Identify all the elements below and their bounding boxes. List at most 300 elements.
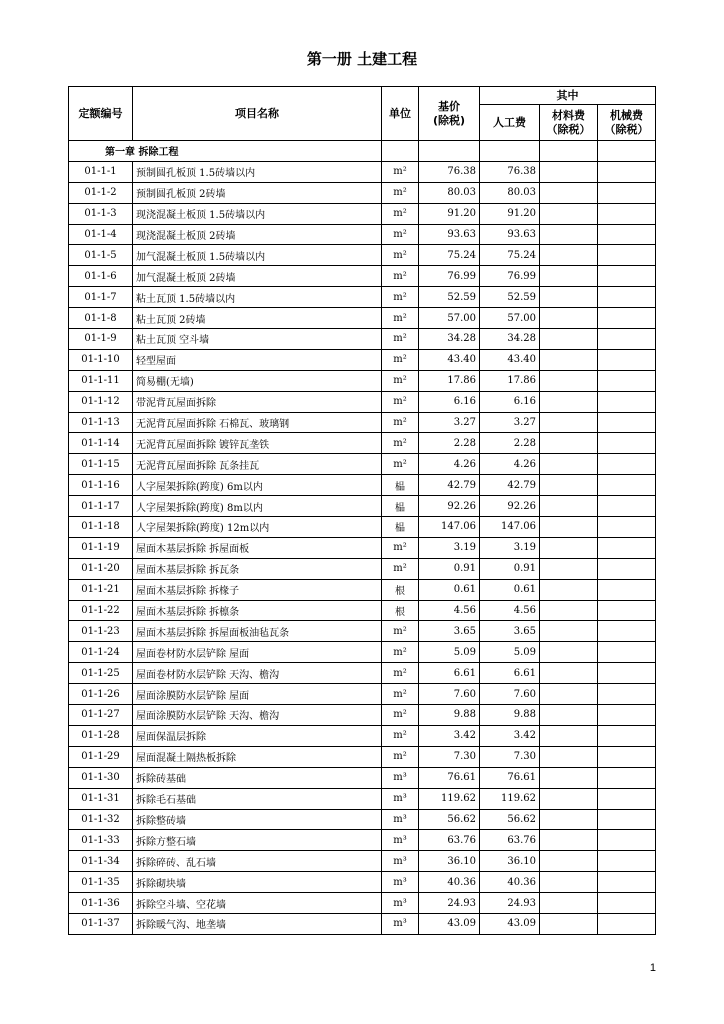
cell-base-price: 43.09 xyxy=(419,913,480,934)
cell-base-price: 91.20 xyxy=(419,203,480,224)
table-row xyxy=(69,767,656,788)
cell-name: 带泥背瓦屋面拆除 xyxy=(133,391,382,412)
cell-machine xyxy=(598,161,656,182)
cell-unit: m² xyxy=(382,642,419,663)
cell-machine xyxy=(598,642,656,663)
cell-code: 01-1-18 xyxy=(69,517,133,538)
cell-material xyxy=(540,496,598,517)
cell-machine xyxy=(598,287,656,308)
cell-unit: m² xyxy=(382,454,419,475)
cell-unit: 榀 xyxy=(382,475,419,496)
cell-machine xyxy=(598,872,656,893)
table-row xyxy=(69,725,656,746)
table-row xyxy=(69,788,656,809)
cell-material xyxy=(540,245,598,266)
cell-unit: m² xyxy=(382,391,419,412)
cell-material xyxy=(540,287,598,308)
cell-material xyxy=(540,684,598,705)
table-row xyxy=(69,370,656,391)
cell-labor: 147.06 xyxy=(480,517,540,538)
cell-machine xyxy=(598,329,656,350)
cell-labor: 24.93 xyxy=(480,893,540,914)
cell-unit: m³ xyxy=(382,893,419,914)
cell-labor: 91.20 xyxy=(480,203,540,224)
cell-labor: 0.61 xyxy=(480,579,540,600)
cell-labor: 43.40 xyxy=(480,349,540,370)
cell-base-price: 0.91 xyxy=(419,558,480,579)
cell-base-price: 3.19 xyxy=(419,537,480,558)
cell-unit: 榀 xyxy=(382,517,419,538)
chapter-row xyxy=(69,141,656,162)
cell-machine xyxy=(598,579,656,600)
cell-name: 无泥背瓦屋面拆除 瓦条挂瓦 xyxy=(133,454,382,475)
table-row xyxy=(69,454,656,475)
cell-unit: m² xyxy=(382,203,419,224)
cell-labor: 9.88 xyxy=(480,705,540,726)
cell-material xyxy=(540,830,598,851)
cell-name: 简易棚(无墙) xyxy=(133,370,382,391)
cell-machine xyxy=(598,454,656,475)
cell-base-price: 119.62 xyxy=(419,788,480,809)
cell-material xyxy=(540,349,598,370)
cell-name: 现浇混凝土板顶 1.5砖墙以内 xyxy=(133,203,382,224)
table-row xyxy=(69,496,656,517)
header-machine: 机械费 （除税） xyxy=(598,105,656,141)
cell-base-price: 147.06 xyxy=(419,517,480,538)
cell-code: 01-1-29 xyxy=(69,746,133,767)
cell-name: 拆除方整石墙 xyxy=(133,830,382,851)
cell-code: 01-1-31 xyxy=(69,788,133,809)
table-row xyxy=(69,475,656,496)
cell-unit: m² xyxy=(382,746,419,767)
cell-base-price: 63.76 xyxy=(419,830,480,851)
cell-code: 01-1-33 xyxy=(69,830,133,851)
table-row xyxy=(69,893,656,914)
table-row xyxy=(69,329,656,350)
cell-material xyxy=(540,913,598,934)
cell-code: 01-1-32 xyxy=(69,809,133,830)
cell-name: 拆除碎砖、乱石墙 xyxy=(133,851,382,872)
cell-labor: 75.24 xyxy=(480,245,540,266)
cell-base-price: 42.79 xyxy=(419,475,480,496)
cell-machine xyxy=(598,893,656,914)
cell-unit: m² xyxy=(382,245,419,266)
cell-unit: m² xyxy=(382,725,419,746)
cell-code: 01-1-30 xyxy=(69,767,133,788)
cell-base-price: 17.86 xyxy=(419,370,480,391)
cell-code: 01-1-9 xyxy=(69,329,133,350)
cell-name: 屋面卷材防水层铲除 天沟、檐沟 xyxy=(133,663,382,684)
cell-base-price: 80.03 xyxy=(419,182,480,203)
cell-material xyxy=(540,579,598,600)
cell-labor: 52.59 xyxy=(480,287,540,308)
header-unit: 单位 xyxy=(382,87,419,141)
cell-unit: m² xyxy=(382,558,419,579)
cell-unit: m² xyxy=(382,370,419,391)
cell-code: 01-1-22 xyxy=(69,600,133,621)
table-row xyxy=(69,412,656,433)
cell-name: 无泥背瓦屋面拆除 镀锌瓦垄铁 xyxy=(133,433,382,454)
header-base-price: 基价 (除税) xyxy=(419,87,480,141)
cell-unit: m³ xyxy=(382,872,419,893)
cell-labor: 7.60 xyxy=(480,684,540,705)
cell-base-price: 3.27 xyxy=(419,412,480,433)
cell-name: 屋面卷材防水层铲除 屋面 xyxy=(133,642,382,663)
cell-labor: 119.62 xyxy=(480,788,540,809)
header-material: 材料费 （除税） xyxy=(540,105,598,141)
cell-unit: m³ xyxy=(382,809,419,830)
cell-material xyxy=(540,809,598,830)
table-row xyxy=(69,663,656,684)
table-row xyxy=(69,308,656,329)
header-of-which: 其中 xyxy=(480,87,656,105)
cell-machine xyxy=(598,308,656,329)
cell-base-price: 40.36 xyxy=(419,872,480,893)
cell-base-price: 52.59 xyxy=(419,287,480,308)
cell-machine xyxy=(598,245,656,266)
cell-unit: 根 xyxy=(382,579,419,600)
cell-base-price: 6.16 xyxy=(419,391,480,412)
cell-unit: m² xyxy=(382,349,419,370)
cell-code: 01-1-35 xyxy=(69,872,133,893)
table-row xyxy=(69,600,656,621)
cell-name: 预制圆孔板顶 2砖墙 xyxy=(133,182,382,203)
cell-labor: 3.42 xyxy=(480,725,540,746)
cell-code: 01-1-2 xyxy=(69,182,133,203)
cell-unit: m² xyxy=(382,684,419,705)
cell-base-price: 34.28 xyxy=(419,329,480,350)
cell-base-price: 75.24 xyxy=(419,245,480,266)
cell-name: 人字屋架拆除(跨度) 12m以内 xyxy=(133,517,382,538)
cell-base-price: 24.93 xyxy=(419,893,480,914)
table-row xyxy=(69,851,656,872)
cell-name: 粘土瓦顶 2砖墙 xyxy=(133,308,382,329)
cell-unit: 根 xyxy=(382,600,419,621)
cell-unit: m³ xyxy=(382,913,419,934)
cell-code: 01-1-13 xyxy=(69,412,133,433)
cell-labor: 3.65 xyxy=(480,621,540,642)
cell-labor: 80.03 xyxy=(480,182,540,203)
cell-code: 01-1-11 xyxy=(69,370,133,391)
cell-unit: m² xyxy=(382,266,419,287)
cell-base-price: 9.88 xyxy=(419,705,480,726)
cell-unit: m² xyxy=(382,705,419,726)
cell-machine xyxy=(598,725,656,746)
cell-machine xyxy=(598,788,656,809)
table-row xyxy=(69,266,656,287)
table-row xyxy=(69,746,656,767)
cell-name: 拆除砌块墙 xyxy=(133,872,382,893)
table-row xyxy=(69,537,656,558)
cell-material xyxy=(540,537,598,558)
cell-base-price: 76.61 xyxy=(419,767,480,788)
table-row xyxy=(69,203,656,224)
cell-name: 预制圆孔板顶 1.5砖墙以内 xyxy=(133,161,382,182)
cell-unit: m² xyxy=(382,308,419,329)
cell-name: 屋面保温层拆除 xyxy=(133,725,382,746)
cell-name: 屋面木基层拆除 拆瓦条 xyxy=(133,558,382,579)
cell-name: 无泥背瓦屋面拆除 石棉瓦、玻璃钢 xyxy=(133,412,382,433)
chapter-title: 第一章 拆除工程 xyxy=(69,141,382,162)
table-row xyxy=(69,287,656,308)
cell-machine xyxy=(598,663,656,684)
table-row xyxy=(69,621,656,642)
cell-base-price: 36.10 xyxy=(419,851,480,872)
cell-labor: 92.26 xyxy=(480,496,540,517)
cell-name: 屋面涂膜防水层铲除 屋面 xyxy=(133,684,382,705)
cell-unit: 榀 xyxy=(382,496,419,517)
cell-code: 01-1-17 xyxy=(69,496,133,517)
table-row xyxy=(69,182,656,203)
cell-labor: 34.28 xyxy=(480,329,540,350)
table-row xyxy=(69,224,656,245)
cell-unit: m² xyxy=(382,182,419,203)
cell-material xyxy=(540,558,598,579)
cell-material xyxy=(540,370,598,391)
page-number: 1 xyxy=(649,962,656,974)
cell-labor: 63.76 xyxy=(480,830,540,851)
cell-labor: 36.10 xyxy=(480,851,540,872)
table-row xyxy=(69,705,656,726)
cell-base-price: 2.28 xyxy=(419,433,480,454)
cell-code: 01-1-34 xyxy=(69,851,133,872)
cell-unit: m² xyxy=(382,412,419,433)
cell-machine xyxy=(598,746,656,767)
cell-machine xyxy=(598,913,656,934)
table-row xyxy=(69,349,656,370)
header-name: 项目名称 xyxy=(133,87,382,141)
table-row xyxy=(69,558,656,579)
cell-material xyxy=(540,517,598,538)
cell-labor: 4.56 xyxy=(480,600,540,621)
cell-code: 01-1-21 xyxy=(69,579,133,600)
cell-name: 加气混凝土板顶 1.5砖墙以内 xyxy=(133,245,382,266)
cell-labor: 0.91 xyxy=(480,558,540,579)
cell-material xyxy=(540,621,598,642)
cell-base-price: 76.38 xyxy=(419,161,480,182)
cell-material xyxy=(540,767,598,788)
cell-machine xyxy=(598,600,656,621)
cell-material xyxy=(540,872,598,893)
cell-base-price: 3.65 xyxy=(419,621,480,642)
table-row xyxy=(69,161,656,182)
cell-material xyxy=(540,746,598,767)
cell-material xyxy=(540,308,598,329)
cell-material xyxy=(540,454,598,475)
cell-labor: 6.16 xyxy=(480,391,540,412)
cell-unit: m² xyxy=(382,663,419,684)
cell-machine xyxy=(598,412,656,433)
cell-labor: 93.63 xyxy=(480,224,540,245)
cell-labor: 76.38 xyxy=(480,161,540,182)
header-code: 定额编号 xyxy=(69,87,133,141)
cell-material xyxy=(540,203,598,224)
cell-labor: 42.79 xyxy=(480,475,540,496)
table-row xyxy=(69,830,656,851)
header-labor: 人工费 xyxy=(480,105,540,141)
cell-base-price: 0.61 xyxy=(419,579,480,600)
cell-machine xyxy=(598,537,656,558)
cell-material xyxy=(540,412,598,433)
cell-name: 拆除整砖墙 xyxy=(133,809,382,830)
cell-base-price: 7.30 xyxy=(419,746,480,767)
cell-code: 01-1-28 xyxy=(69,725,133,746)
cell-name: 屋面木基层拆除 拆屋面板油毡瓦条 xyxy=(133,621,382,642)
cell-code: 01-1-23 xyxy=(69,621,133,642)
cell-machine xyxy=(598,496,656,517)
cell-material xyxy=(540,893,598,914)
table-row xyxy=(69,579,656,600)
cell-material xyxy=(540,266,598,287)
cell-machine xyxy=(598,475,656,496)
cell-labor: 3.27 xyxy=(480,412,540,433)
cell-unit: m² xyxy=(382,287,419,308)
cell-base-price: 43.40 xyxy=(419,349,480,370)
cell-machine xyxy=(598,182,656,203)
cell-unit: m³ xyxy=(382,851,419,872)
cell-labor: 43.09 xyxy=(480,913,540,934)
cell-base-price: 5.09 xyxy=(419,642,480,663)
cell-code: 01-1-12 xyxy=(69,391,133,412)
cell-labor: 76.61 xyxy=(480,767,540,788)
quota-table xyxy=(68,86,656,935)
cell-code: 01-1-1 xyxy=(69,161,133,182)
cell-code: 01-1-5 xyxy=(69,245,133,266)
cell-material xyxy=(540,161,598,182)
table-row xyxy=(69,245,656,266)
cell-code: 01-1-19 xyxy=(69,537,133,558)
cell-labor: 4.26 xyxy=(480,454,540,475)
cell-base-price: 57.00 xyxy=(419,308,480,329)
cell-material xyxy=(540,182,598,203)
cell-name: 人字屋架拆除(跨度) 8m以内 xyxy=(133,496,382,517)
cell-base-price: 56.62 xyxy=(419,809,480,830)
cell-material xyxy=(540,224,598,245)
cell-machine xyxy=(598,370,656,391)
cell-unit: m³ xyxy=(382,830,419,851)
cell-machine xyxy=(598,203,656,224)
cell-material xyxy=(540,391,598,412)
cell-name: 拆除空斗墙、空花墙 xyxy=(133,893,382,914)
cell-material xyxy=(540,705,598,726)
cell-code: 01-1-3 xyxy=(69,203,133,224)
cell-code: 01-1-37 xyxy=(69,913,133,934)
cell-machine xyxy=(598,266,656,287)
cell-code: 01-1-8 xyxy=(69,308,133,329)
cell-machine xyxy=(598,224,656,245)
cell-name: 人字屋架拆除(跨度) 6m以内 xyxy=(133,475,382,496)
cell-name: 拆除砖基础 xyxy=(133,767,382,788)
cell-base-price: 76.99 xyxy=(419,266,480,287)
cell-machine xyxy=(598,349,656,370)
cell-code: 01-1-14 xyxy=(69,433,133,454)
cell-labor: 5.09 xyxy=(480,642,540,663)
table-row xyxy=(69,433,656,454)
cell-unit: m² xyxy=(382,621,419,642)
cell-labor: 57.00 xyxy=(480,308,540,329)
cell-code: 01-1-16 xyxy=(69,475,133,496)
cell-material xyxy=(540,663,598,684)
table-row xyxy=(69,872,656,893)
cell-base-price: 4.26 xyxy=(419,454,480,475)
cell-code: 01-1-36 xyxy=(69,893,133,914)
cell-code: 01-1-15 xyxy=(69,454,133,475)
cell-machine xyxy=(598,433,656,454)
cell-base-price: 92.26 xyxy=(419,496,480,517)
table-row xyxy=(69,684,656,705)
cell-unit: m³ xyxy=(382,767,419,788)
cell-unit: m³ xyxy=(382,788,419,809)
cell-unit: m² xyxy=(382,537,419,558)
cell-machine xyxy=(598,621,656,642)
cell-labor: 6.61 xyxy=(480,663,540,684)
cell-machine xyxy=(598,851,656,872)
cell-material xyxy=(540,725,598,746)
cell-machine xyxy=(598,705,656,726)
cell-unit: m² xyxy=(382,224,419,245)
cell-name: 拆除毛石基础 xyxy=(133,788,382,809)
cell-labor: 40.36 xyxy=(480,872,540,893)
cell-machine xyxy=(598,517,656,538)
page-title: 第一册 土建工程 xyxy=(306,50,418,68)
cell-unit: m² xyxy=(382,433,419,454)
cell-name: 屋面涂膜防水层铲除 天沟、檐沟 xyxy=(133,705,382,726)
cell-machine xyxy=(598,809,656,830)
cell-code: 01-1-7 xyxy=(69,287,133,308)
cell-code: 01-1-10 xyxy=(69,349,133,370)
cell-labor: 76.99 xyxy=(480,266,540,287)
table-row xyxy=(69,391,656,412)
cell-name: 现浇混凝土板顶 2砖墙 xyxy=(133,224,382,245)
cell-material xyxy=(540,433,598,454)
cell-material xyxy=(540,600,598,621)
cell-name: 粘土瓦顶 空斗墙 xyxy=(133,329,382,350)
cell-labor: 2.28 xyxy=(480,433,540,454)
cell-name: 屋面木基层拆除 拆椽子 xyxy=(133,579,382,600)
cell-base-price: 3.42 xyxy=(419,725,480,746)
cell-code: 01-1-27 xyxy=(69,705,133,726)
cell-name: 屋面木基层拆除 拆檩条 xyxy=(133,600,382,621)
cell-machine xyxy=(598,558,656,579)
cell-machine xyxy=(598,830,656,851)
cell-code: 01-1-25 xyxy=(69,663,133,684)
cell-base-price: 93.63 xyxy=(419,224,480,245)
cell-machine xyxy=(598,767,656,788)
cell-labor: 17.86 xyxy=(480,370,540,391)
cell-material xyxy=(540,475,598,496)
cell-machine xyxy=(598,684,656,705)
cell-unit: m² xyxy=(382,329,419,350)
cell-labor: 7.30 xyxy=(480,746,540,767)
table-row xyxy=(69,517,656,538)
cell-name: 加气混凝土板顶 2砖墙 xyxy=(133,266,382,287)
table-row xyxy=(69,809,656,830)
cell-base-price: 4.56 xyxy=(419,600,480,621)
cell-material xyxy=(540,329,598,350)
cell-labor: 56.62 xyxy=(480,809,540,830)
cell-material xyxy=(540,788,598,809)
cell-material xyxy=(540,642,598,663)
cell-code: 01-1-26 xyxy=(69,684,133,705)
cell-material xyxy=(540,851,598,872)
cell-code: 01-1-24 xyxy=(69,642,133,663)
cell-name: 粘土瓦顶 1.5砖墙以内 xyxy=(133,287,382,308)
cell-machine xyxy=(598,391,656,412)
cell-name: 屋面木基层拆除 拆屋面板 xyxy=(133,537,382,558)
cell-labor: 3.19 xyxy=(480,537,540,558)
cell-base-price: 7.60 xyxy=(419,684,480,705)
table-row xyxy=(69,913,656,934)
